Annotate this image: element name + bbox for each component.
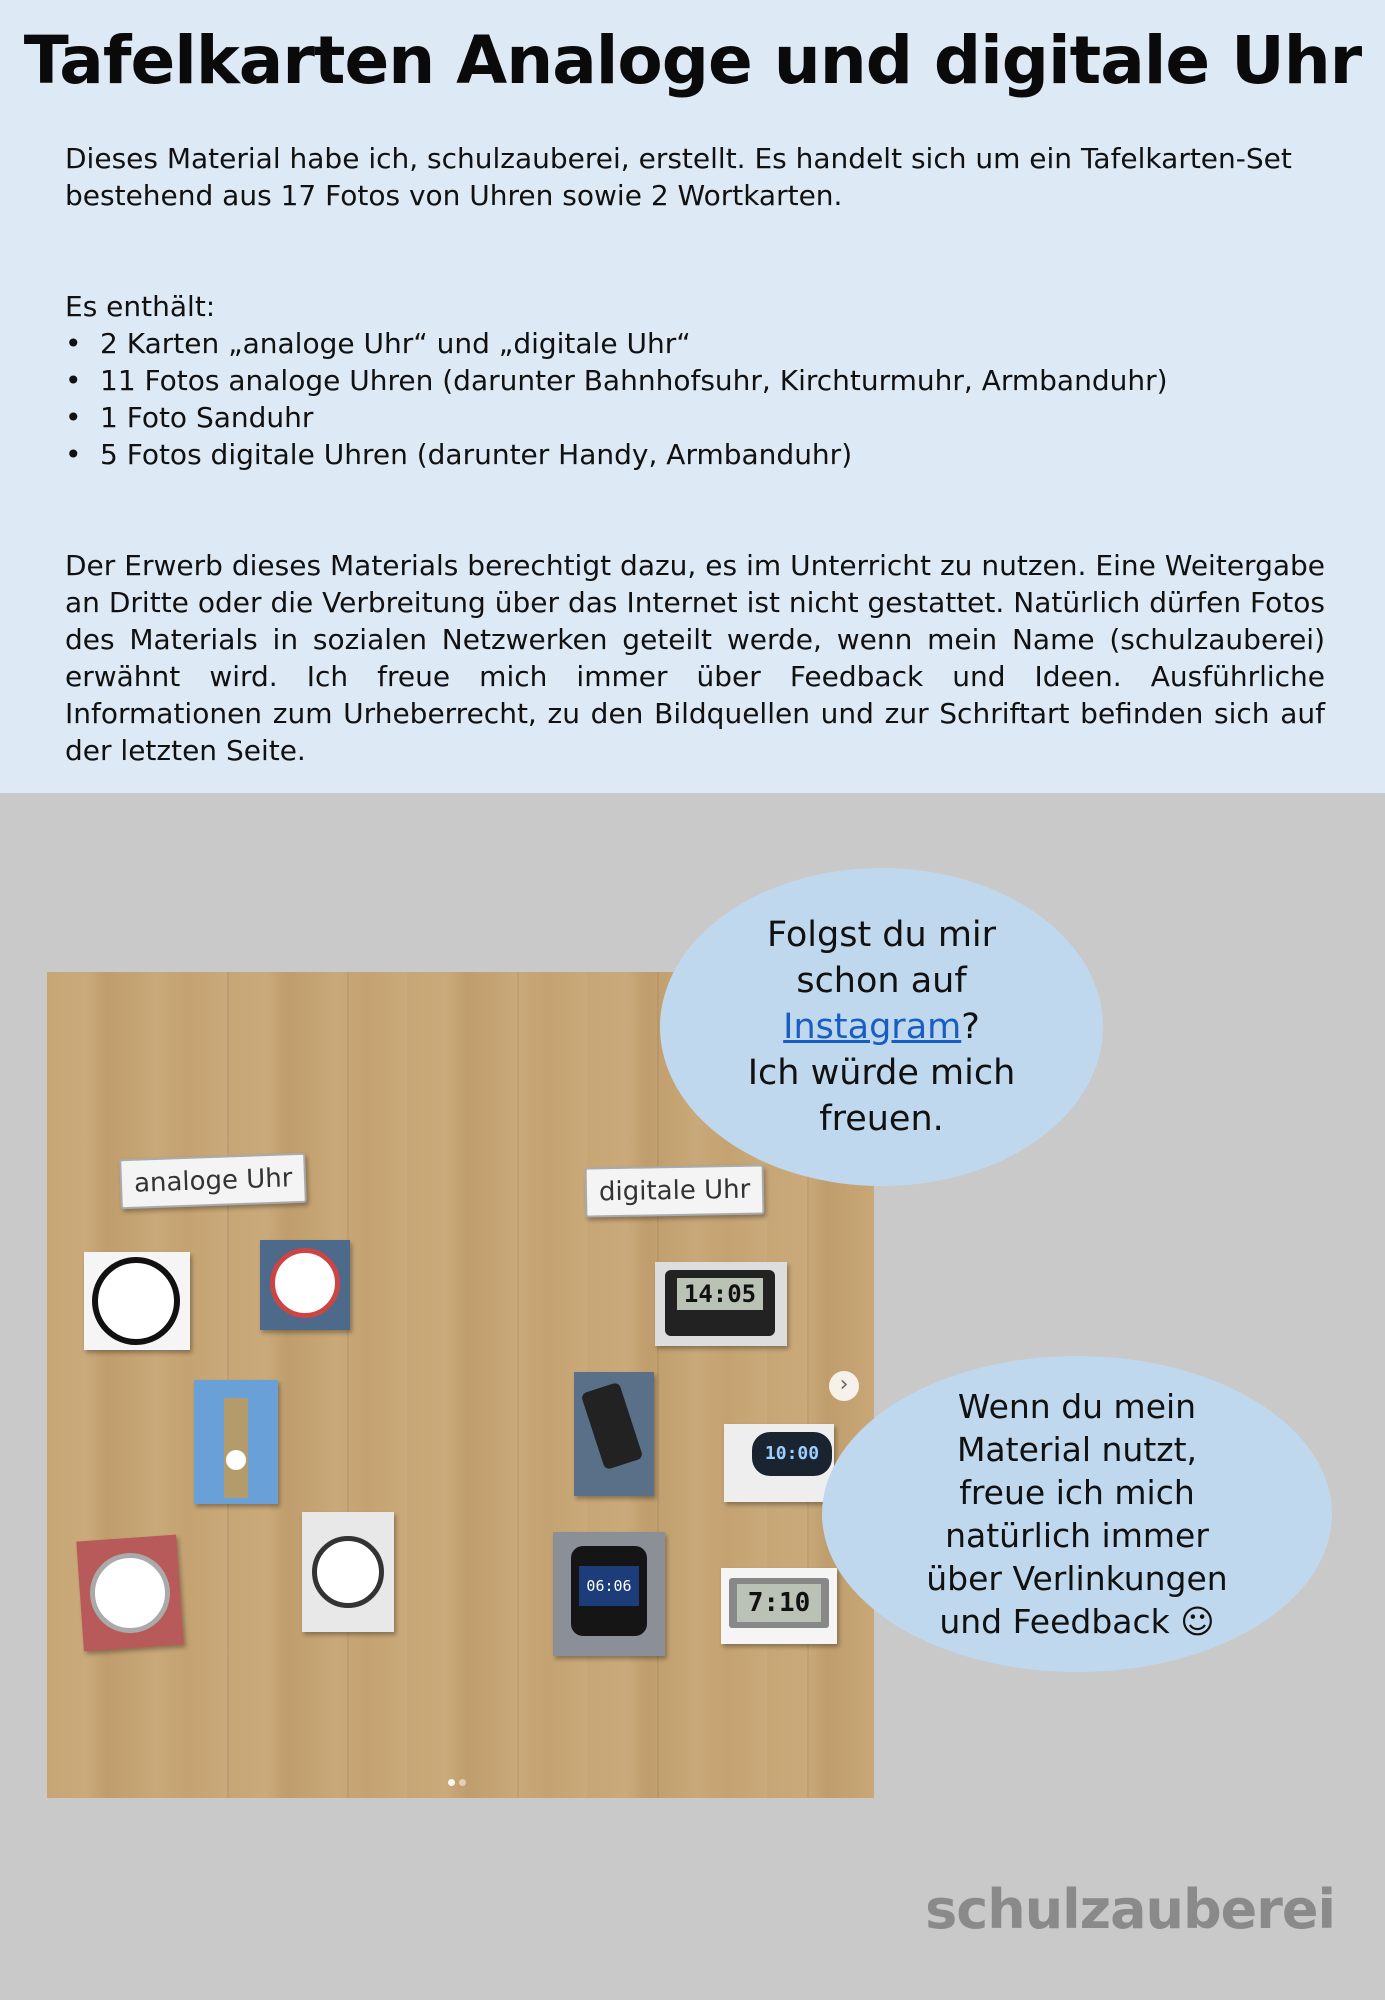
smartphone-photo bbox=[574, 1372, 654, 1496]
card-digital: digitale Uhr bbox=[585, 1164, 765, 1217]
station-clock-photo bbox=[260, 1240, 350, 1330]
bubble-line: freuen. bbox=[819, 1099, 944, 1139]
carousel-dot[interactable] bbox=[459, 1779, 466, 1786]
chevron-right-icon[interactable]: › bbox=[829, 1371, 859, 1401]
bubble-line: natürlich immer bbox=[945, 1516, 1209, 1555]
desk-clock-photo bbox=[721, 1568, 837, 1644]
card-analog: analoge Uhr bbox=[119, 1153, 307, 1209]
church-tower-photo bbox=[194, 1380, 278, 1504]
list-item: • 1 Foto Sanduhr bbox=[65, 399, 1168, 436]
bubble-line: freue ich mich bbox=[959, 1473, 1195, 1512]
contents-heading: Es enthält: bbox=[65, 290, 216, 323]
lcd-display: 7:10 bbox=[737, 1584, 821, 1622]
watch-display: 06:06 bbox=[579, 1566, 639, 1606]
bell-alarm-clock-photo bbox=[302, 1512, 394, 1632]
carousel-dot-active[interactable] bbox=[448, 1779, 455, 1786]
page-title: Tafelkarten Analoge und digitale Uhr bbox=[23, 22, 1362, 99]
bubble-line bbox=[783, 1004, 980, 1050]
carousel-dots bbox=[448, 1771, 470, 1790]
bubble-line: über Verlinkungen bbox=[926, 1559, 1228, 1598]
contents-list bbox=[65, 325, 1168, 473]
intro-text: Dieses Material habe ich, schulzauberei, erstellt. Es handelt sich um ein Tafelkarten-Set bestehend aus 17 Fotos von Uhren sowie 2 Wortkarten. bbox=[65, 142, 1292, 212]
list-item: • 5 Fotos digitale Uhren (darunter Handy, Armbanduhr) bbox=[65, 436, 1168, 473]
alarm-clock-photo bbox=[76, 1535, 183, 1652]
list-item: • 2 Karten „analoge Uhr“ und „digitale Uhr“ bbox=[65, 325, 1168, 362]
bubble-line: schon auf bbox=[796, 961, 967, 1001]
list-item: • 11 Fotos analoge Uhren (darunter Bahnhofsuhr, Kirchturmuhr, Armbanduhr) bbox=[65, 362, 1168, 399]
brand-logo: schulzauberei bbox=[925, 1878, 1335, 1941]
digital-alarm-photo bbox=[724, 1424, 834, 1502]
analog-clock-photo bbox=[84, 1252, 190, 1350]
question-mark: ? bbox=[961, 1007, 980, 1047]
smartwatch-photo bbox=[553, 1532, 665, 1656]
bubble-line: Folgst du mir bbox=[766, 915, 997, 955]
legal-text: Der Erwerb dieses Materials berechtigt dazu, es im Unterricht zu nutzen. Eine Weitergabe an Dritte oder die Verbreitung über das Internet ist nicht gestattet. Natürlich dürfen Fotos des Materials in sozialen Netzwerken geteilt werde, wenn mein Name (schulzauberei) erwähnt wird. Ich freue mich immer über Feedback und Ideen. Ausführliche Informationen zum Urheberrecht, zu den Bildquellen und zur Schriftart befinden sich auf der letzten Seite. bbox=[65, 549, 1325, 767]
feedback-bubble bbox=[822, 1356, 1332, 1672]
bubble-line: Ich würde mich bbox=[747, 1053, 1016, 1093]
bubble-line: Material nutzt, bbox=[956, 1430, 1198, 1469]
lcd-display: 10:00 bbox=[764, 1440, 820, 1468]
bubble-line: Wenn du mein bbox=[957, 1387, 1197, 1426]
digital-clock-photo bbox=[655, 1262, 787, 1346]
bubble-line: und Feedback ☺ bbox=[939, 1602, 1215, 1641]
instagram-link[interactable]: Instagram bbox=[783, 1007, 962, 1047]
instagram-bubble bbox=[660, 868, 1103, 1186]
lcd-display: 14:05 bbox=[677, 1278, 763, 1310]
